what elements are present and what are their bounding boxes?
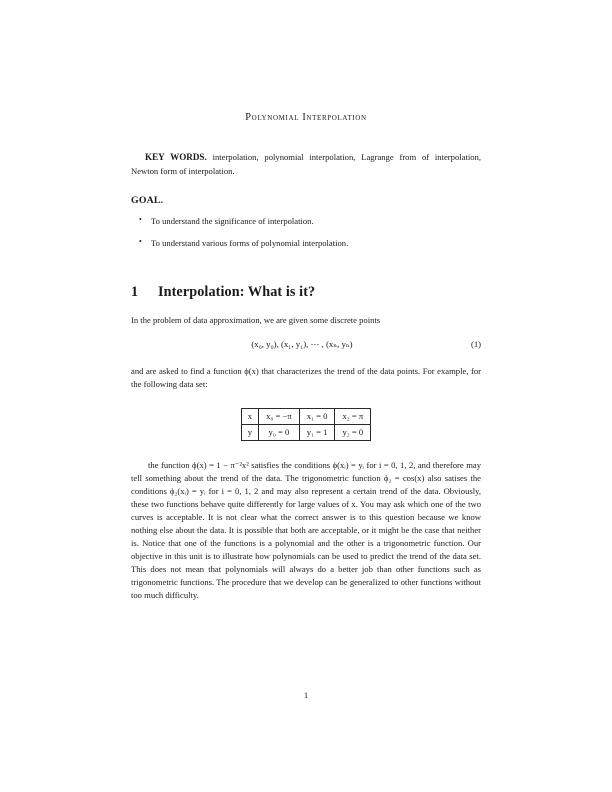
data-table (241, 408, 371, 441)
section-heading (131, 284, 481, 301)
equation-expression: (x₀, y₀), (x₁, y₁), ⋯ , (xₙ, yₙ) (251, 338, 353, 349)
table-cell: y₂ = 0 (335, 424, 371, 440)
list-item: • To understand various forms of polynomial interpolation. (131, 237, 481, 250)
table-cell: y₁ = 1 (299, 424, 335, 440)
section-intro-paragraph: In the problem of data approximation, we are given some discrete points (131, 314, 381, 325)
goal-list (131, 215, 481, 250)
page-content (131, 112, 481, 614)
data-table-wrapper (131, 408, 481, 441)
discussion-paragraph: the function ϕ(x) = 1 − π⁻²x² satisfies the conditions ϕ(xᵢ) = yᵢ for i = 0, 1, 2, and therefore may tell something about the trend of the data. The trigonometric function ϕ₂ = cos(x) also satises the conditions ϕ₂(xᵢ) = yᵢ for i = 0, 1, 2 and may also represent a certain trend of the data. Obviously, these two functions behave quite differently for large values of x. You may ask which one of the two curves is acceptable. It is not clear what the correct answer is to this question because we know nothing else about the data. It is possible that both are acceptable, or it might be the case that neither is. Notice that one of the functions is a polynomial and the other is a trigonometric function. Our objective in this unit is to illustrate how polynomials can be used to predict the trend of the data set. This does not mean that polynomials will always do a better job than other functions such as trigonometric functions. The procedure that we develop can be generalized to other functions without too much difficulty. (131, 459, 481, 601)
table-row (241, 424, 370, 440)
after-equation-paragraph: and are asked to find a function ϕ(x) that characterizes the trend of the data points. For example, for the following data set: (131, 365, 481, 389)
goal-heading: GOAL. (131, 194, 164, 206)
numbered-equation (131, 339, 481, 352)
keywords-label: KEY WORDS. (145, 152, 207, 162)
table-row-header: x (241, 408, 258, 424)
equation-number: (1) (470, 338, 481, 349)
table-cell: x₁ = 0 (299, 408, 335, 424)
table-row (241, 408, 370, 424)
table-cell: x₂ = π (335, 408, 371, 424)
table-row-header: y (241, 424, 258, 440)
keywords-text: interpolation, polynomial interpolation, Lagrange from of interpolation, Newton form of interpolation. (131, 152, 481, 176)
list-item: • To understand the significance of interpolation. (131, 215, 481, 228)
table-cell: x₀ = −π (259, 408, 300, 424)
table-cell: y₀ = 0 (259, 424, 300, 440)
section-title: Interpolation: What is it? (158, 283, 316, 300)
section-number: 1 (131, 283, 139, 300)
document-title: Polynomial Interpolation (245, 112, 367, 123)
keywords-paragraph (131, 151, 481, 178)
page-number: 1 (303, 690, 309, 700)
